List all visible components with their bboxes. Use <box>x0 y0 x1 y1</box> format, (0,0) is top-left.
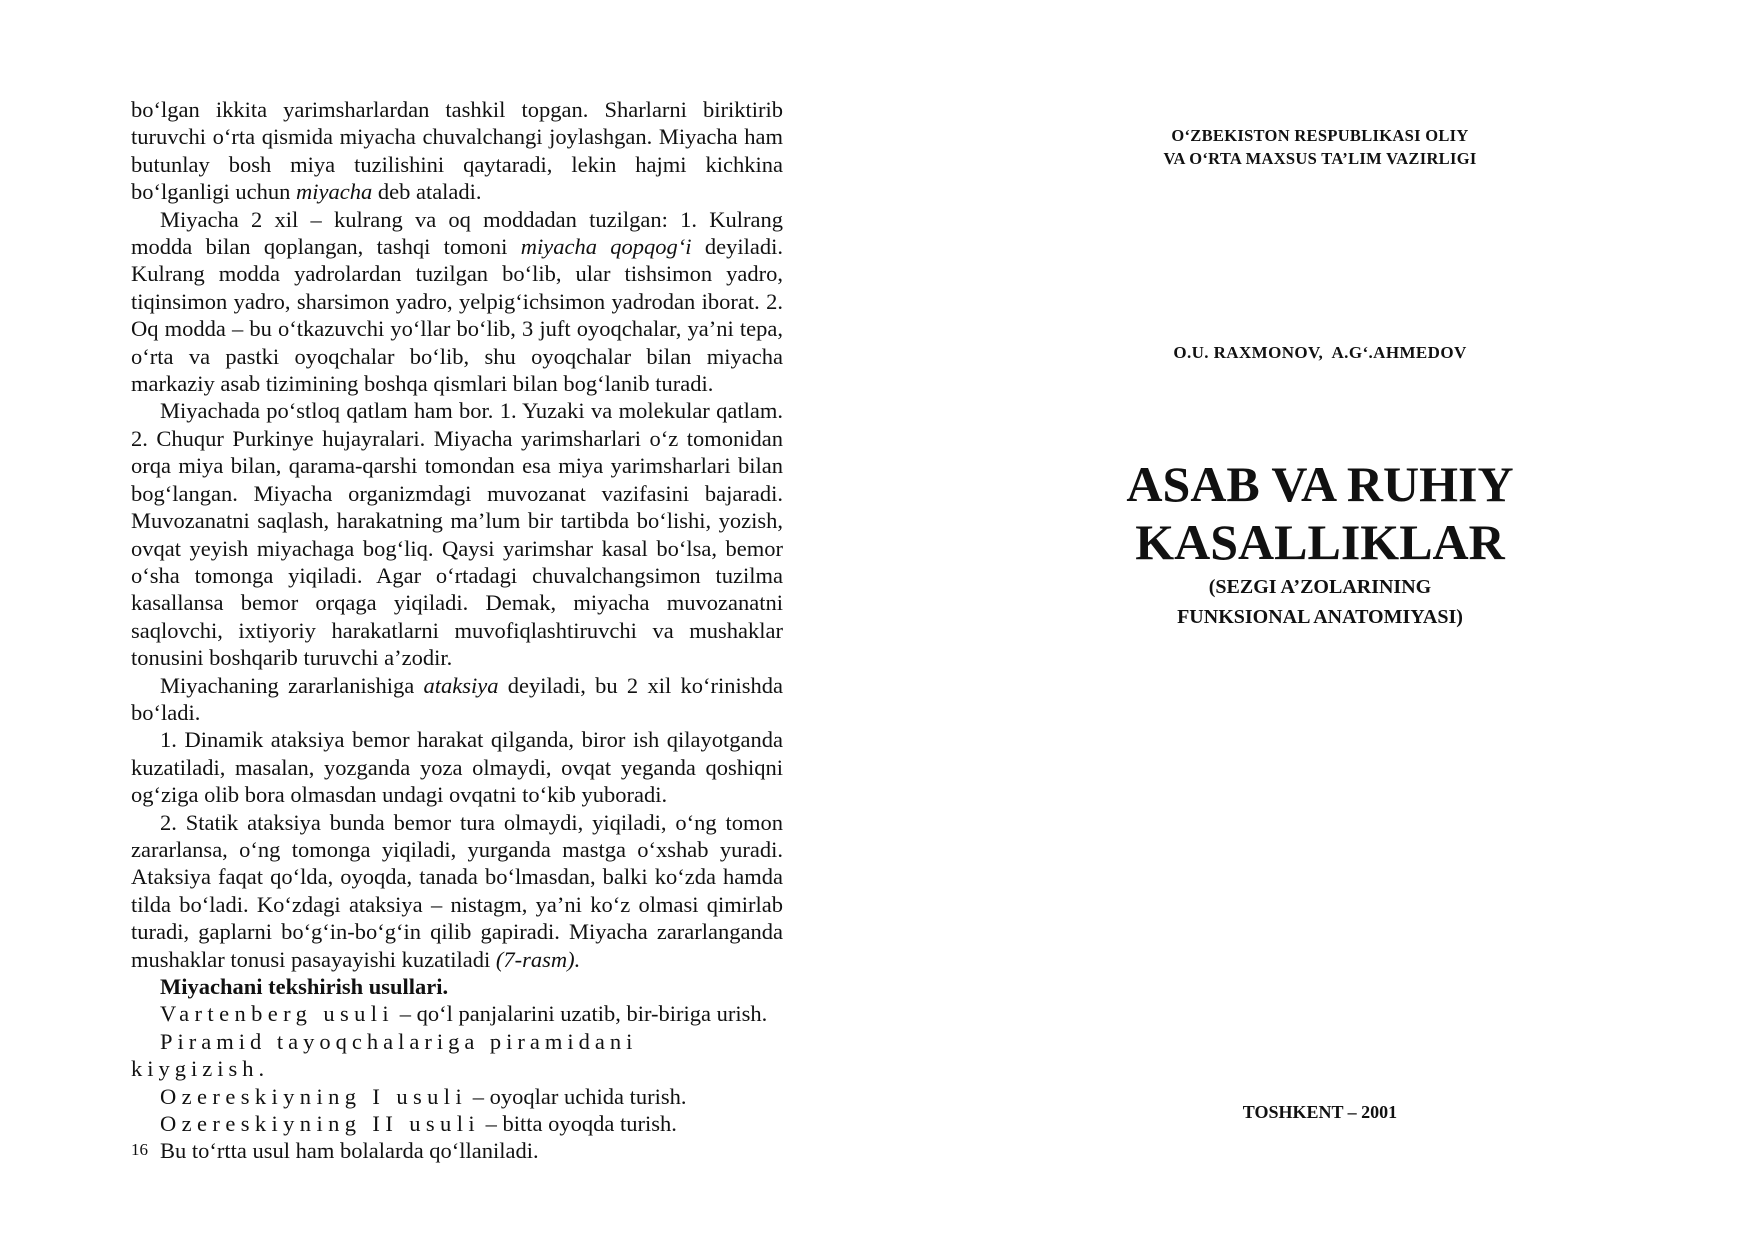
paragraph-3-text: Miyachada po‘stloq qatlam ham bor. 1. Yuzaki va molekular qatlam. 2. Chuqur Purkinye hujayralari. Miyacha yarimsharlari o‘z tomonidan orqa miya bilan, qarama-qarshi tomondan esa miya yarimsharlari bilan bog‘langan. Miyacha organizmdagi muvozanat vazifasini bajaradi. Muvozanatni saqlash, harakatning ma’lum bir tartibda bo‘lishi, yozish, ovqat yeyish miyachaga bog‘liq. Qaysi yarimshar kasal bo‘lsa, bemor o‘sha tomonga yiqiladi. Agar o‘rtadagi chuvalchangsimon tuzilma kasallansa bemor orqaga yiqiladi. Demak, miyacha muvozanatni saqlovchi, ixtiyoriy harakatlarni muvofiqlashtiruvchi va mushaklar tonusini boshqarib turuvchi a’zodir. <box>131 398 783 671</box>
paragraph-5 <box>131 726 783 808</box>
paragraph-1-text-a: bo‘lgan ikkita yarimsharlardan tashkil topgan. Sharlarni biriktirib turuvchi o‘rta qismida miyacha chuvalchangi joylashgan. Miyacha ham butunlay bosh miya tuzilishini qaytaradi, lekin hajmi kichkina bo‘lganligi uchun <box>131 97 783 205</box>
method-3-name: Ozereskiyning I usuli <box>160 1083 468 1109</box>
paragraph-4-term: ataksiya <box>423 672 499 698</box>
book-title <box>1000 455 1640 571</box>
paragraph-5-text: 1. Dinamik ataksiya bemor harakat qilganda, biror ish qilayotganda kuzatiladi, masalan, yozganda yoza olmaydi, ovqat yeganda qoshiqni og‘ziga olib bora olmasdan undagi ovqatni to‘kib yuboradi. <box>131 727 783 808</box>
paragraph-1-text-b: deb ataladi. <box>372 179 482 205</box>
right-page-title <box>1000 0 1640 1240</box>
method-4-name: Ozereskiyning II usuli <box>160 1111 481 1137</box>
method-1-desc: – qo‘l panjalarini uzatib, bir-biriga urish. <box>394 1001 768 1027</box>
method-3-desc: – oyoqlar uchida turish. <box>467 1083 687 1109</box>
authors: O.U. RAXMONOV, A.G‘.AHMEDOV <box>1173 343 1467 362</box>
paragraph-1 <box>131 96 783 206</box>
paragraph-2 <box>131 206 783 398</box>
paragraph-4-text-b: deyiladi, bu 2 xil ko‘rinishda bo‘ladi. <box>131 672 783 725</box>
paragraph-3 <box>131 397 783 671</box>
left-page-body <box>131 96 783 1165</box>
book-title-line-2: KASALLIKLAR <box>1135 514 1505 570</box>
paragraph-2-text-b: deyiladi. Kulrang modda yadrolardan tuzilgan bo‘lib, ular tishsimon yadro, tiqinsimon yadro, sharsimon yadro, yelpig‘ichsimon yadrodan iborat. 2. Oq modda – bu o‘tkazuvchi yo‘llar bo‘lib, 3 juft oyoqchalar, ya’ni tepa, o‘rta va pastki oyoqchalar bo‘lib, shu oyoqchalar bilan miyacha markaziy asab tizimining boshqa qismlari bilan bog‘lanib turadi. <box>131 234 783 397</box>
place-and-year: TOSHKENT – 2001 <box>1242 1102 1398 1122</box>
paragraph-4 <box>131 672 783 727</box>
paragraph-4-text-a: Miyachaning zararlanishiga <box>160 672 424 698</box>
book-title-line-1: ASAB VA RUHIY <box>1126 456 1514 512</box>
ministry-line-2: VA O‘RTA MAXSUS TA’LIM VAZIRLIGI <box>1163 149 1477 168</box>
method-4 <box>131 1110 783 1137</box>
ministry-line-1: O‘ZBEKISTON RESPUBLIKASI OLIY <box>1171 126 1469 145</box>
method-1-name: Vartenberg usuli <box>160 1001 395 1027</box>
method-4-desc: – bitta oyoqda turish. <box>480 1111 677 1137</box>
method-2-name: Piramid tayoqchalariga piramidani kiygizish. <box>131 1028 638 1082</box>
book-subtitle-line-2: FUNKSIONAL ANATOMIYASI) <box>1177 606 1463 628</box>
paragraph-6-text: 2. Statik ataksiya bunda bemor tura olmaydi, yiqiladi, o‘ng tomon zararlansa, o‘ng tomonga yiqiladi, yurganda mastga o‘xshab yuradi. Ataksiya faqat qo‘lda, oyoqda, tanada bo‘lmasdan, balki ko‘zda hamda tilda bo‘ladi. Ko‘zdagi ataksiya – nistagm, ya’ni ko‘z olmasi qimirlab turadi, gaplarni bo‘g‘in-bo‘g‘in qilib gapiradi. Miyacha zararlanganda mushaklar tonusi pasayayishi kuzatiladi <box>131 809 783 972</box>
method-3 <box>131 1083 783 1110</box>
paragraph-6 <box>131 809 783 973</box>
paragraph-2-term: miyacha qopqog‘i <box>520 234 692 260</box>
paragraph-1-term: miyacha <box>295 179 373 205</box>
page-number: 16 <box>131 1140 148 1159</box>
paragraph-2-text-a: Miyacha 2 xil – kulrang va oq moddadan tuzilgan: 1. Kulrang modda bilan qoplangan, tashqi tomoni <box>131 206 783 260</box>
book-subtitle <box>1000 572 1640 632</box>
section-heading: Miyachani tekshirish usullari. <box>160 974 449 999</box>
method-1 <box>131 1000 783 1027</box>
method-2 <box>131 1028 783 1083</box>
paragraph-6-figure-ref: (7-rasm). <box>495 946 581 972</box>
closing-sentence: Bu to‘rtta usul ham bolalarda qo‘llaniladi. <box>160 1138 539 1164</box>
book-subtitle-line-1: (SEZGI A’ZOLARINING <box>1208 576 1432 598</box>
ministry-name <box>1000 124 1640 170</box>
